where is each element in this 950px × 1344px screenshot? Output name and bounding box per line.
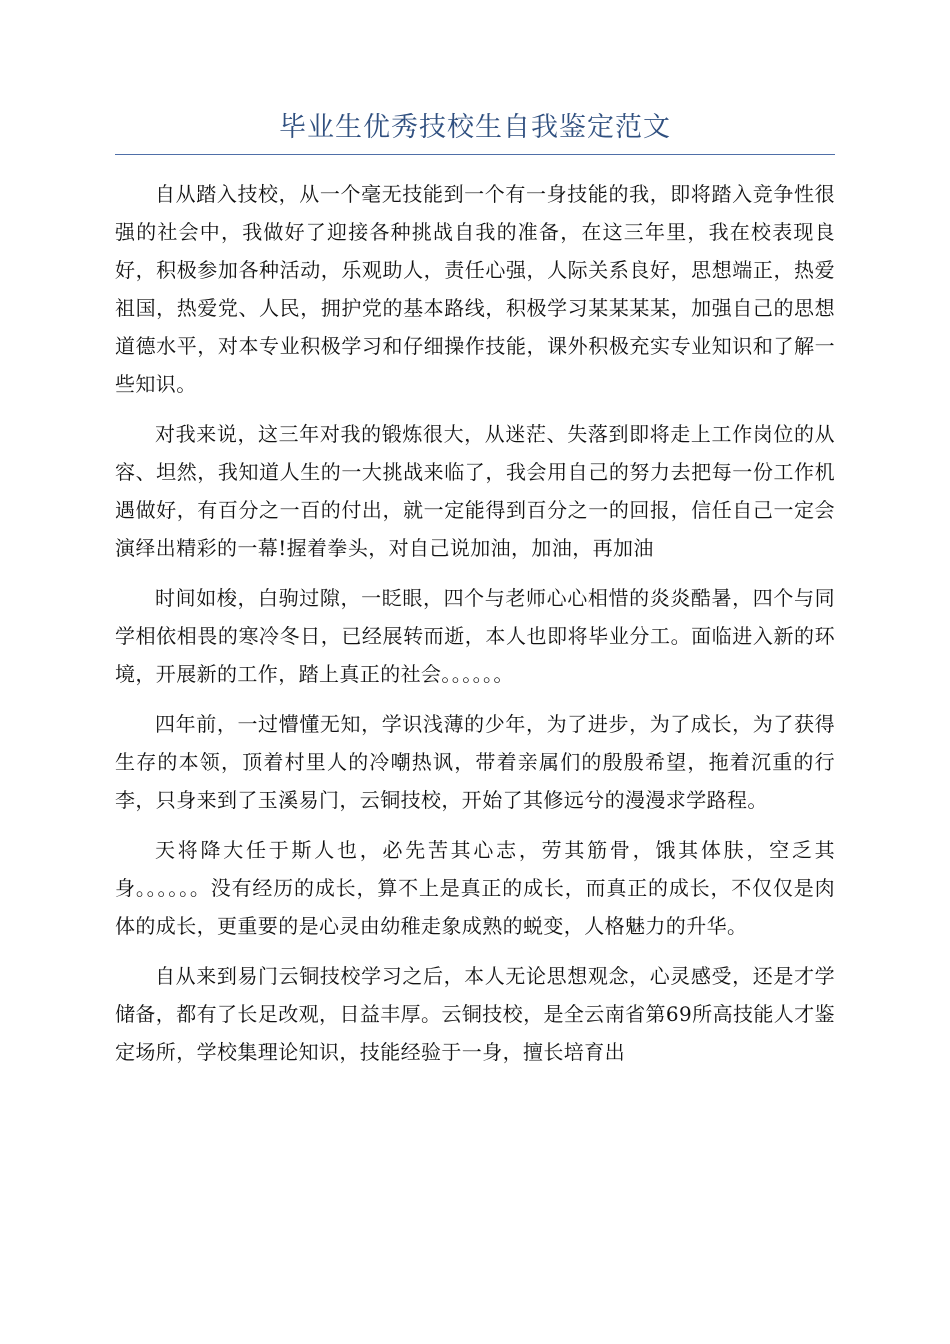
- paragraph-5: 天将降大任于斯人也，必先苦其心志，劳其筋骨，饿其体肤，空乏其身。。。。。。没有经历的成长，算不上是真正的成长，而真正的成长，不仅仅是肉体的成长，更重要的是心灵由幼稚走象成熟的蜕变，人格魅力的升华。: [115, 838, 835, 938]
- document-title: 毕业生优秀技校生自我鉴定范文: [279, 112, 671, 143]
- paragraph-4: 四年前，一过懵懂无知，学识浅薄的少年，为了进步，为了成长，为了获得生存的本领，顶着村里人的冷嘲热讽，带着亲属们的殷殷希望，拖着沉重的行李，只身来到了玉溪易门，云铜技校，开始了其修远兮的漫漫求学路程。: [115, 712, 835, 812]
- paragraph-1: 自从踏入技校，从一个毫无技能到一个有一身技能的我，即将踏入竞争性很强的社会中，我做好了迎接各种挑战自我的准备，在这三年里，我在校表现良好，积极参加各种活动，乐观助人，责任心强，人际关系良好，思想端正，热爱祖国，热爱党、人民，拥护党的基本路线，积极学习某某某某，加强自己的思想道德水平，对本专业积极学习和仔细操作技能，课外积极充实专业知识和了解一些知识。: [115, 182, 835, 396]
- title-underline: [115, 154, 835, 155]
- paragraph-3: 时间如梭，白驹过隙，一眨眼，四个与老师心心相惜的炎炎酷暑，四个与同学相依相畏的寒冷冬日，已经展转而逝，本人也即将毕业分工。面临进入新的环境，开展新的工作，踏上真正的社会。。。。。。: [115, 586, 835, 686]
- document-body: [115, 175, 835, 1083]
- paragraph-6: 自从来到易门云铜技校学习之后，本人无论思想观念，心灵感受，还是才学储备，都有了长足改观，日益丰厚。云铜技校，是全云南省第69所高技能人才鉴定场所，学校集理论知识，技能经验于一身，擅长培育出: [115, 964, 835, 1064]
- paragraph-2: 对我来说，这三年对我的锻炼很大，从迷茫、失落到即将走上工作岗位的从容、坦然，我知道人生的一大挑战来临了，我会用自己的努力去把每一份工作机遇做好，有百分之一百的付出，就一定能得到百分之一的回报，信任自己一定会演绎出精彩的一幕!握着拳头，对自己说加油，加油，再加油: [115, 422, 835, 560]
